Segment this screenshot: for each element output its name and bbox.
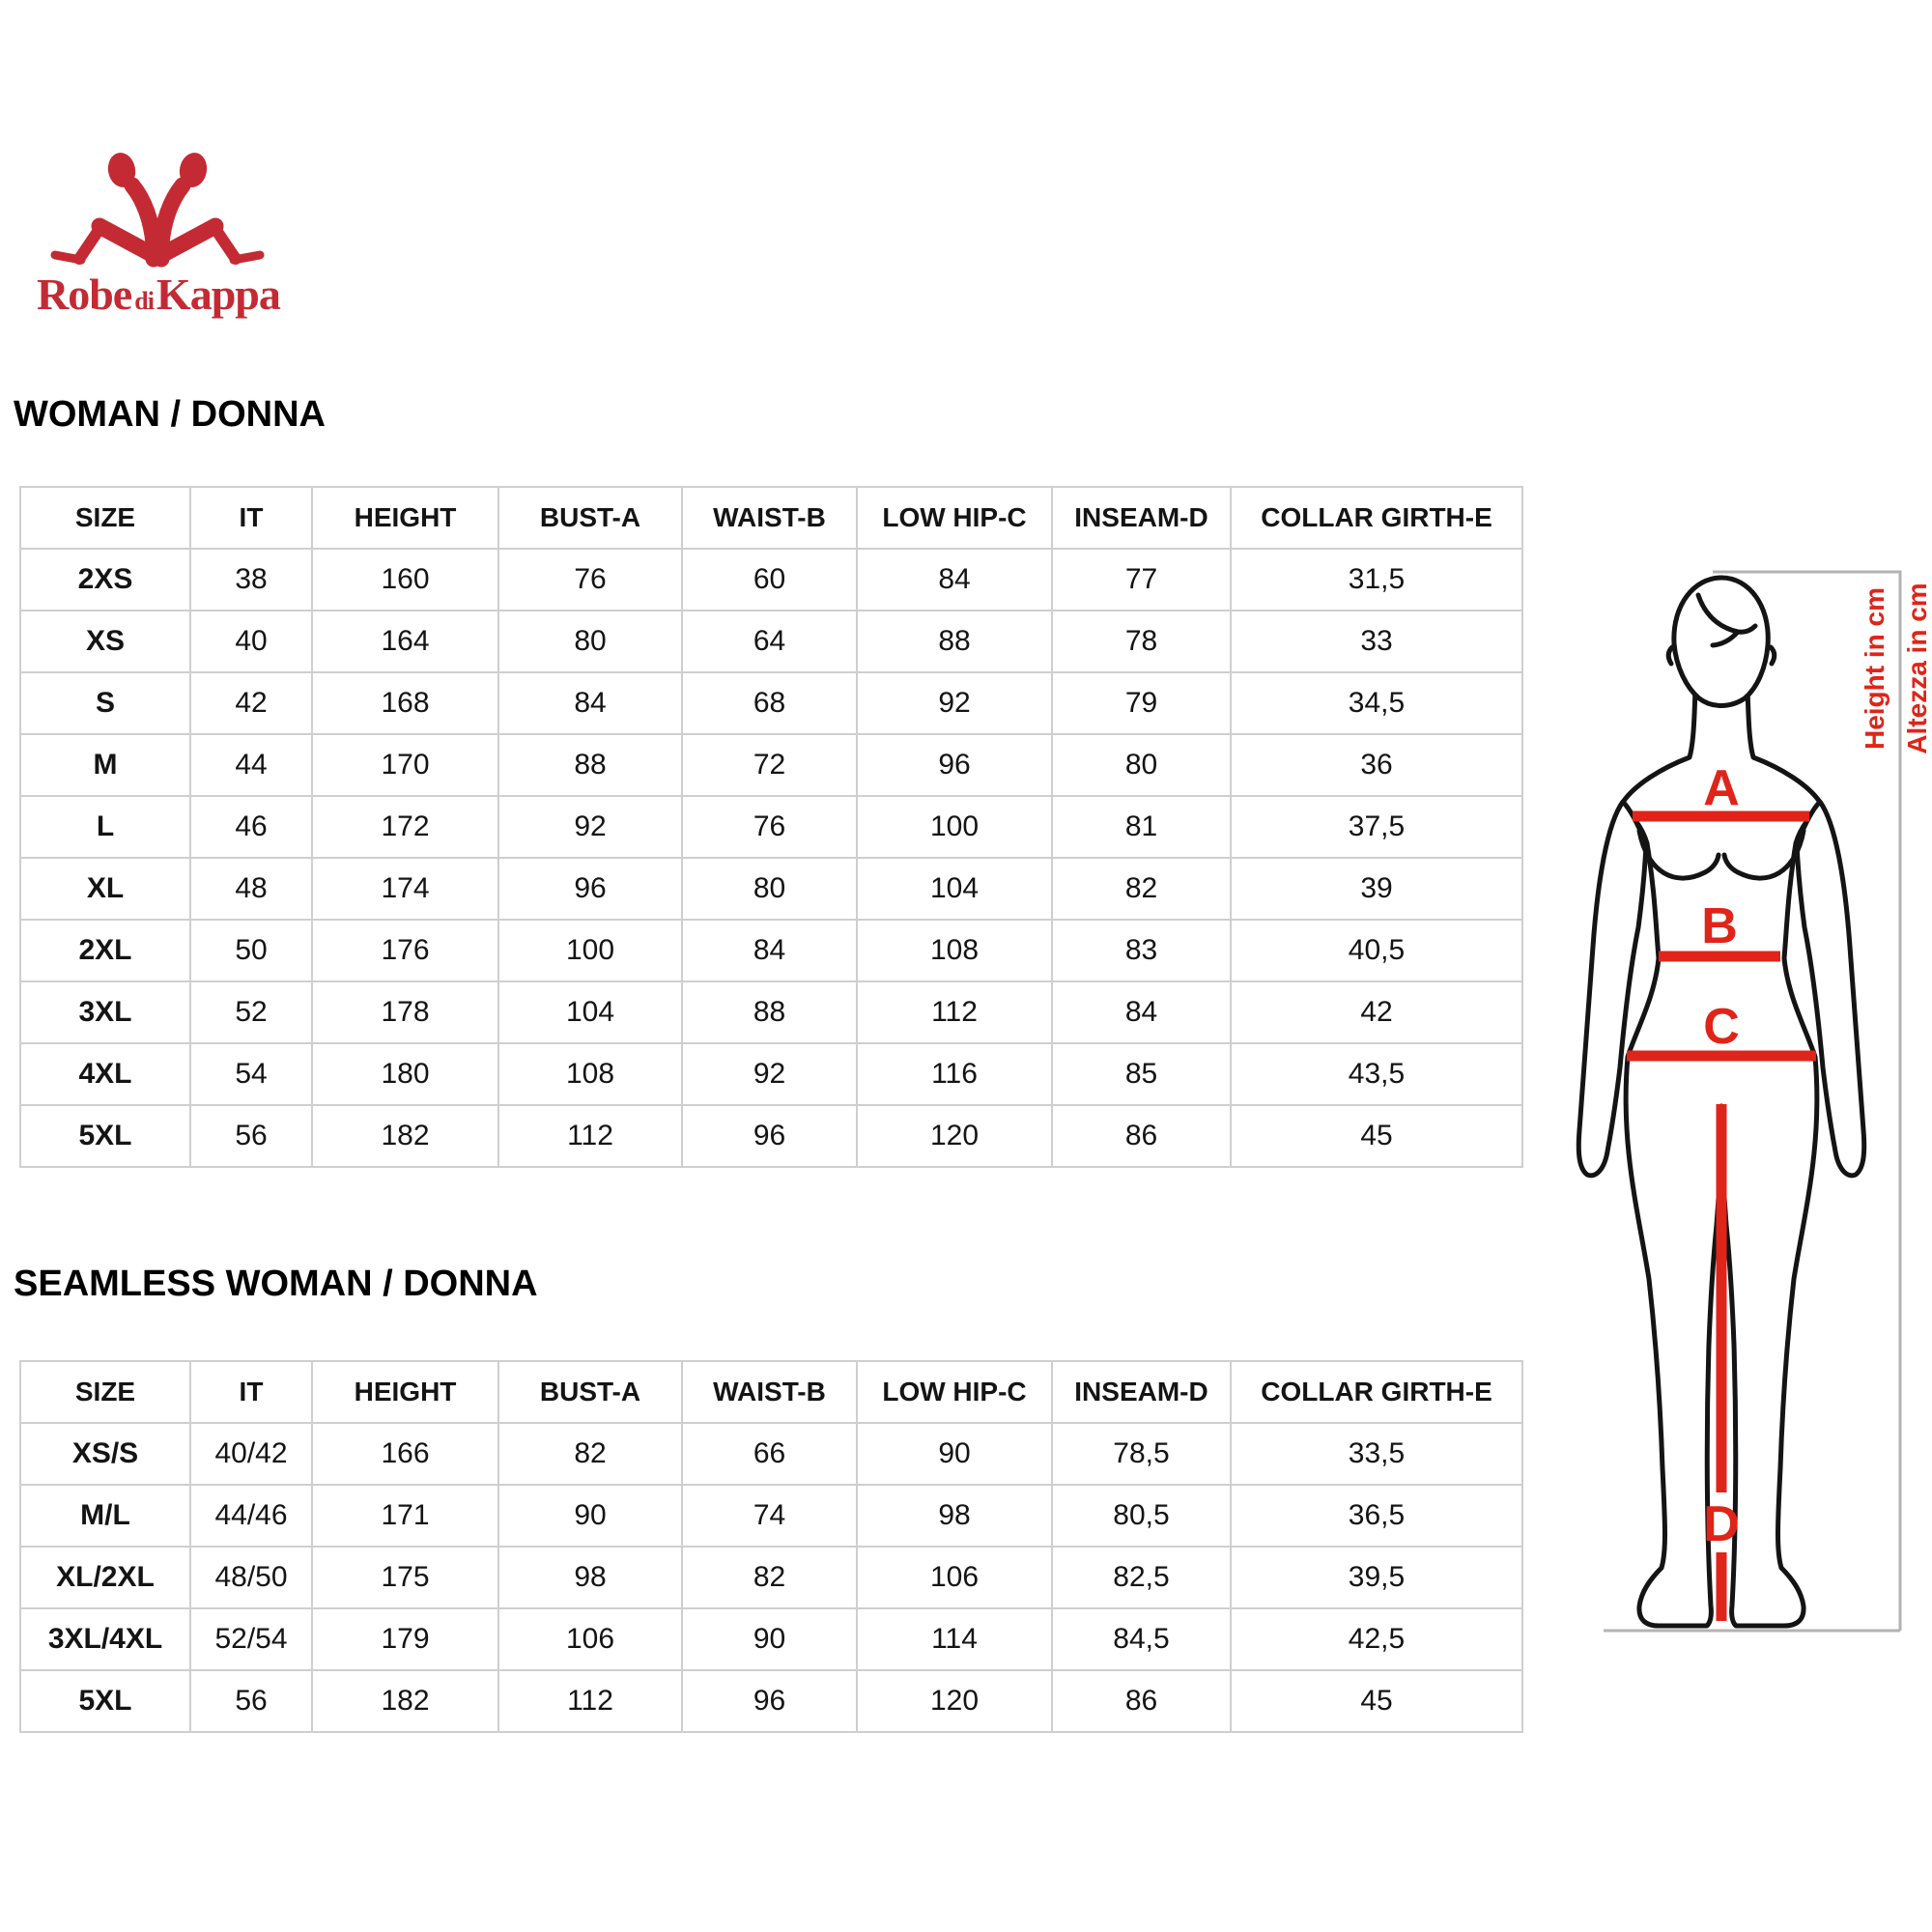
- column-header: COLLAR GIRTH-E: [1231, 1361, 1522, 1423]
- value-cell: 116: [857, 1043, 1052, 1105]
- value-cell: 104: [498, 981, 682, 1043]
- value-cell: 160: [312, 549, 498, 611]
- size-cell: 5XL: [20, 1670, 190, 1732]
- right-ear: [1771, 647, 1775, 664]
- value-cell: 42: [1231, 981, 1522, 1043]
- column-header: SIZE: [20, 1361, 190, 1423]
- value-cell: 80: [1052, 734, 1231, 796]
- value-cell: 90: [682, 1608, 857, 1670]
- value-cell: 88: [682, 981, 857, 1043]
- value-cell: 92: [498, 796, 682, 858]
- size-cell: 4XL: [20, 1043, 190, 1105]
- value-cell: 84: [682, 920, 857, 981]
- inseam-label-d: D: [1703, 1496, 1740, 1552]
- table-row: [20, 549, 1522, 611]
- header-row: [20, 487, 1522, 549]
- value-cell: 64: [682, 611, 857, 672]
- value-cell: 45: [1231, 1105, 1522, 1167]
- value-cell: 76: [682, 796, 857, 858]
- size-cell: 5XL: [20, 1105, 190, 1167]
- value-cell: 56: [190, 1105, 312, 1167]
- seamless-table-header: [20, 1361, 1522, 1423]
- value-cell: 166: [312, 1423, 498, 1485]
- value-cell: 40/42: [190, 1423, 312, 1485]
- value-cell: 92: [857, 672, 1052, 734]
- table-row: [20, 1670, 1522, 1732]
- woman-table-header: [20, 487, 1522, 549]
- value-cell: 90: [498, 1485, 682, 1547]
- value-cell: 72: [682, 734, 857, 796]
- table-row: [20, 858, 1522, 920]
- value-cell: 52: [190, 981, 312, 1043]
- column-header: BUST-A: [498, 487, 682, 549]
- value-cell: 44: [190, 734, 312, 796]
- value-cell: 33: [1231, 611, 1522, 672]
- size-cell: 3XL/4XL: [20, 1608, 190, 1670]
- value-cell: 40: [190, 611, 312, 672]
- value-cell: 77: [1052, 549, 1231, 611]
- value-cell: 80: [682, 858, 857, 920]
- value-cell: 38: [190, 549, 312, 611]
- left-ear: [1668, 647, 1672, 664]
- value-cell: 108: [498, 1043, 682, 1105]
- size-cell: XL: [20, 858, 190, 920]
- column-header: LOW HIP-C: [857, 487, 1052, 549]
- value-cell: 171: [312, 1485, 498, 1547]
- size-cell: XS/S: [20, 1423, 190, 1485]
- value-cell: 180: [312, 1043, 498, 1105]
- value-cell: 52/54: [190, 1608, 312, 1670]
- size-cell: XS: [20, 611, 190, 672]
- value-cell: 31,5: [1231, 549, 1522, 611]
- size-cell: 2XS: [20, 549, 190, 611]
- waist-label-b: B: [1701, 898, 1738, 954]
- value-cell: 66: [682, 1423, 857, 1485]
- value-cell: 60: [682, 549, 857, 611]
- value-cell: 84: [857, 549, 1052, 611]
- column-header: IT: [190, 1361, 312, 1423]
- table-row: [20, 611, 1522, 672]
- value-cell: 114: [857, 1608, 1052, 1670]
- column-header: SIZE: [20, 487, 190, 549]
- column-header: BUST-A: [498, 1361, 682, 1423]
- value-cell: 39,5: [1231, 1547, 1522, 1608]
- value-cell: 76: [498, 549, 682, 611]
- size-cell: M/L: [20, 1485, 190, 1547]
- value-cell: 82: [682, 1547, 857, 1608]
- value-cell: 44/46: [190, 1485, 312, 1547]
- value-cell: 42: [190, 672, 312, 734]
- value-cell: 104: [857, 858, 1052, 920]
- column-header: HEIGHT: [312, 487, 498, 549]
- value-cell: 40,5: [1231, 920, 1522, 981]
- value-cell: 120: [857, 1105, 1052, 1167]
- value-cell: 182: [312, 1670, 498, 1732]
- value-cell: 74: [682, 1485, 857, 1547]
- value-cell: 90: [857, 1423, 1052, 1485]
- size-cell: XL/2XL: [20, 1547, 190, 1608]
- value-cell: 178: [312, 981, 498, 1043]
- value-cell: 179: [312, 1608, 498, 1670]
- value-cell: 174: [312, 858, 498, 920]
- size-cell: 2XL: [20, 920, 190, 981]
- column-header: COLLAR GIRTH-E: [1231, 487, 1522, 549]
- table-row: [20, 1608, 1522, 1670]
- table-row: [20, 981, 1522, 1043]
- value-cell: 81: [1052, 796, 1231, 858]
- table-row: [20, 672, 1522, 734]
- value-cell: 54: [190, 1043, 312, 1105]
- value-cell: 96: [682, 1670, 857, 1732]
- value-cell: 112: [857, 981, 1052, 1043]
- value-cell: 98: [857, 1485, 1052, 1547]
- value-cell: 37,5: [1231, 796, 1522, 858]
- value-cell: 86: [1052, 1670, 1231, 1732]
- value-cell: 78: [1052, 611, 1231, 672]
- value-cell: 33,5: [1231, 1423, 1522, 1485]
- column-header: WAIST-B: [682, 487, 857, 549]
- value-cell: 36: [1231, 734, 1522, 796]
- value-cell: 56: [190, 1670, 312, 1732]
- column-header: INSEAM-D: [1052, 487, 1231, 549]
- value-cell: 82: [498, 1423, 682, 1485]
- size-cell: M: [20, 734, 190, 796]
- value-cell: 80: [498, 611, 682, 672]
- table-row: [20, 1423, 1522, 1485]
- value-cell: 108: [857, 920, 1052, 981]
- value-cell: 164: [312, 611, 498, 672]
- table-row: [20, 1105, 1522, 1167]
- value-cell: 96: [498, 858, 682, 920]
- value-cell: 170: [312, 734, 498, 796]
- value-cell: 78,5: [1052, 1423, 1231, 1485]
- table-row: [20, 1485, 1522, 1547]
- woman-size-table: [19, 486, 1523, 1168]
- seamless-section-title: SEAMLESS WOMAN / DONNA: [14, 1264, 538, 1304]
- column-header: WAIST-B: [682, 1361, 857, 1423]
- column-header: IT: [190, 487, 312, 549]
- value-cell: 92: [682, 1043, 857, 1105]
- column-header: HEIGHT: [312, 1361, 498, 1423]
- kappa-sitting-figures-icon: [42, 145, 273, 270]
- value-cell: 85: [1052, 1043, 1231, 1105]
- table-row: [20, 1547, 1522, 1608]
- kappa-figure-left: [55, 151, 164, 260]
- value-cell: 84: [1052, 981, 1231, 1043]
- value-cell: 168: [312, 672, 498, 734]
- height-note-en: Height in cm: [1860, 586, 1889, 751]
- column-header: LOW HIP-C: [857, 1361, 1052, 1423]
- value-cell: 42,5: [1231, 1608, 1522, 1670]
- woman-table-body: [20, 549, 1522, 1167]
- header-row: [20, 1361, 1522, 1423]
- size-cell: S: [20, 672, 190, 734]
- value-cell: 34,5: [1231, 672, 1522, 734]
- body-measurement-diagram: [1565, 425, 1932, 1642]
- robe-di-kappa-logo: [37, 145, 278, 317]
- value-cell: 68: [682, 672, 857, 734]
- bust-label-a: A: [1703, 760, 1740, 816]
- value-cell: 86: [1052, 1105, 1231, 1167]
- value-cell: 96: [682, 1105, 857, 1167]
- value-cell: 88: [857, 611, 1052, 672]
- value-cell: 43,5: [1231, 1043, 1522, 1105]
- value-cell: 176: [312, 920, 498, 981]
- value-cell: 175: [312, 1547, 498, 1608]
- woman-section-title: WOMAN / DONNA: [14, 394, 326, 435]
- value-cell: 79: [1052, 672, 1231, 734]
- value-cell: 46: [190, 796, 312, 858]
- size-cell: L: [20, 796, 190, 858]
- hip-label-c: C: [1703, 999, 1740, 1055]
- value-cell: 45: [1231, 1670, 1522, 1732]
- robe-di-kappa-wordmark: Robe diKappa: [37, 270, 280, 319]
- value-cell: 83: [1052, 920, 1231, 981]
- value-cell: 120: [857, 1670, 1052, 1732]
- table-row: [20, 920, 1522, 981]
- value-cell: 48/50: [190, 1547, 312, 1608]
- value-cell: 82,5: [1052, 1547, 1231, 1608]
- value-cell: 98: [498, 1547, 682, 1608]
- value-cell: 100: [857, 796, 1052, 858]
- seamless-size-table: [19, 1360, 1523, 1733]
- value-cell: 84: [498, 672, 682, 734]
- value-cell: 36,5: [1231, 1485, 1522, 1547]
- table-row: [20, 796, 1522, 858]
- value-cell: 182: [312, 1105, 498, 1167]
- value-cell: 80,5: [1052, 1485, 1231, 1547]
- kappa-figure-right: [151, 151, 260, 260]
- height-note-it: Altezza in cm: [1902, 582, 1932, 754]
- value-cell: 48: [190, 858, 312, 920]
- value-cell: 82: [1052, 858, 1231, 920]
- size-cell: 3XL: [20, 981, 190, 1043]
- value-cell: 172: [312, 796, 498, 858]
- value-cell: 106: [498, 1608, 682, 1670]
- value-cell: 88: [498, 734, 682, 796]
- value-cell: 84,5: [1052, 1608, 1231, 1670]
- table-row: [20, 734, 1522, 796]
- value-cell: 106: [857, 1547, 1052, 1608]
- value-cell: 112: [498, 1670, 682, 1732]
- table-row: [20, 1043, 1522, 1105]
- value-cell: 100: [498, 920, 682, 981]
- value-cell: 96: [857, 734, 1052, 796]
- value-cell: 112: [498, 1105, 682, 1167]
- value-cell: 39: [1231, 858, 1522, 920]
- seamless-table-body: [20, 1423, 1522, 1732]
- column-header: INSEAM-D: [1052, 1361, 1231, 1423]
- value-cell: 50: [190, 920, 312, 981]
